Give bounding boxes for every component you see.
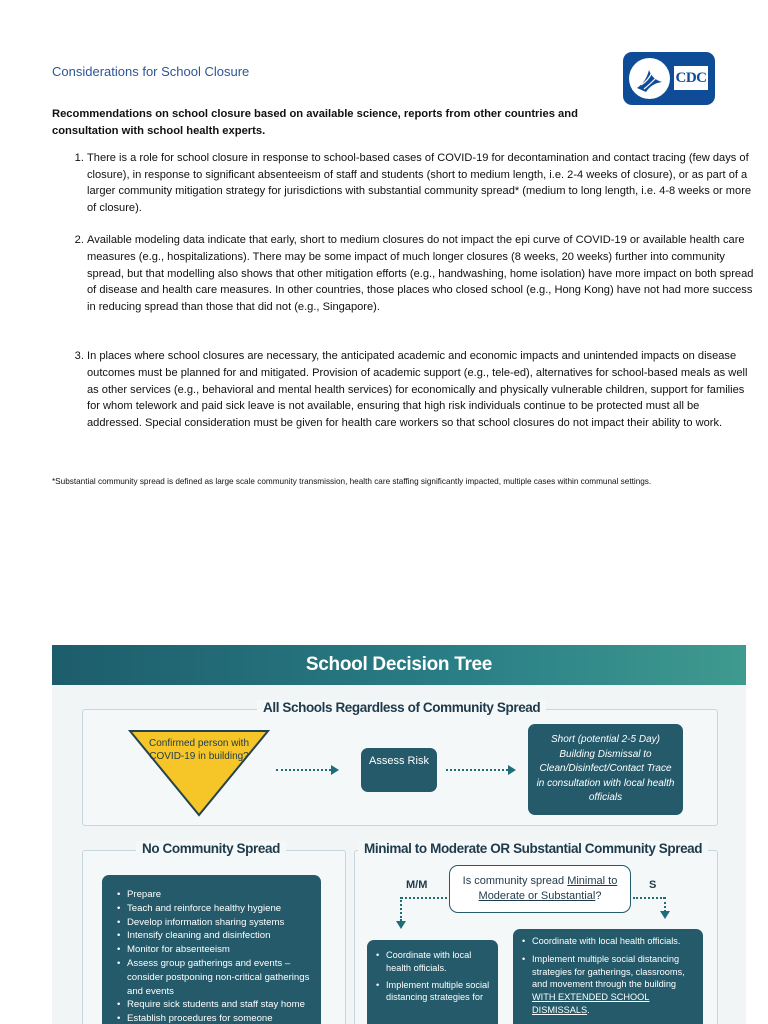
flow-connector <box>664 897 666 912</box>
cdc-logo <box>623 52 715 105</box>
arrow-right-icon <box>331 765 339 775</box>
question-emphasis: Minimal to Moderate or Substantial <box>478 875 618 902</box>
action-item: • Coordinate with local health officials. <box>522 935 697 948</box>
arrow-down-icon <box>396 921 406 929</box>
spread-level-question <box>449 865 631 913</box>
decision-tree-title: School Decision Tree <box>52 645 746 685</box>
question-end: ? <box>595 890 602 902</box>
recommendation-item: 1. There is a role for school closure in response to school-based cases of COVID-19 for decontamination and contact tracing (few days of closure), in response to significant absenteeism of staff and students (short to medium length, i.e. 2-4 weeks of closure), or as part of a larger community mitigation strategy for jurisdictions with substantial community spread* (medium to long length, i.e. 4-8 weeks or more of closure). <box>87 150 757 216</box>
short-dismissal-box: Short (potential 2-5 Day) Building Dismissal to Clean/Disinfect/Contact Trace in consultation with local health officials <box>528 724 683 815</box>
action-item: • Assess group gatherings and events – consider postponing non-critical gatherings and events <box>117 957 313 998</box>
action-item: • Coordinate with local health officials. <box>376 949 492 975</box>
arrow-down-icon <box>660 911 670 919</box>
flow-connector <box>276 769 331 771</box>
community-spread-title: Minimal to Moderate OR Substantial Community Spread <box>358 841 708 856</box>
recommendation-item: 3. In places where school closures are necessary, the anticipated academic and economic impacts and unintended impacts on disease outcomes must be planned for and mitigated. Provision of academic support (e.g., tele-ed), alternatives for school-based meals as well as other services (e.g., behavioral and mental health services) for economically and physically vulnerable children, support for families for whom telework and paid sick leave is not available, ensuring that high risk individuals continue to be protected must all be addressed. Special consideration must be given for health care workers so that school closures do not impact their ability to work. <box>87 348 757 431</box>
action-item: • Intensify cleaning and disinfection <box>117 929 313 943</box>
flow-connector <box>401 897 447 899</box>
no-spread-actions <box>102 875 321 1024</box>
footnote: *Substantial community spread is defined as large scale community transmission, health care staffing significantly impacted, multiple cases within communal settings. <box>52 477 652 486</box>
action-item: • Develop information sharing systems <box>117 916 313 930</box>
flow-connector <box>633 897 665 899</box>
hhs-eagle-icon <box>629 58 670 99</box>
intro-statement: Recommendations on school closure based on available science, reports from other countries and consultation with school health experts. <box>52 108 578 137</box>
action-item: • Teach and reinforce healthy hygiene <box>117 902 313 916</box>
question-text: Is community spread <box>462 875 568 887</box>
extended-dismissal-emphasis: WITH EXTENDED SCHOOL DISMISSALS <box>532 992 650 1015</box>
school-decision-tree <box>52 645 746 1024</box>
document-title: Considerations for School Closure <box>52 64 250 79</box>
recommendation-item: 2. Available modeling data indicate that early, short to medium closures do not impact the epi curve of COVID-19 or available health care measures (e.g., hospitalizations). There may be some impact of much longer closures (8 weeks, 20 weeks) further into community spread, but that modelling also shows that other mitigation efforts (e.g., handwashing, home isolation) have more impact on both spread of disease and health care measures. In other countries, those places who closed school (e.g., Hong Kong) have not had more success in reducing spread than those that did not (e.g., Singapore). <box>87 232 757 315</box>
action-text-end: . <box>587 1004 590 1015</box>
action-item: • Implement multiple social distancing strategies for <box>376 979 492 1005</box>
action-item: • Monitor for absenteeism <box>117 943 313 957</box>
recommendations-list <box>52 150 757 431</box>
action-item <box>522 953 697 1017</box>
all-schools-title: All Schools Regardless of Community Spread <box>257 700 546 715</box>
action-text: Implement multiple social distancing strategies for gatherings, classrooms, and movement through the building <box>532 953 685 990</box>
action-item: • Prepare <box>117 888 313 902</box>
minimal-moderate-actions <box>367 940 498 1024</box>
cdc-wordmark: CDC <box>674 66 708 90</box>
substantial-actions <box>513 929 703 1024</box>
flow-connector <box>446 769 508 771</box>
arrow-right-icon <box>508 765 516 775</box>
confirmed-case-question: Confirmed person with COVID-19 in building? <box>148 738 250 762</box>
s-label: S <box>649 879 657 891</box>
mm-label: M/M <box>406 879 428 891</box>
flow-connector <box>400 897 402 921</box>
no-spread-title: No Community Spread <box>136 841 286 856</box>
action-item: • Establish procedures for someone <box>117 1012 313 1024</box>
action-item: • Require sick students and staff stay home <box>117 998 313 1012</box>
assess-risk-box: Assess Risk <box>361 748 437 792</box>
